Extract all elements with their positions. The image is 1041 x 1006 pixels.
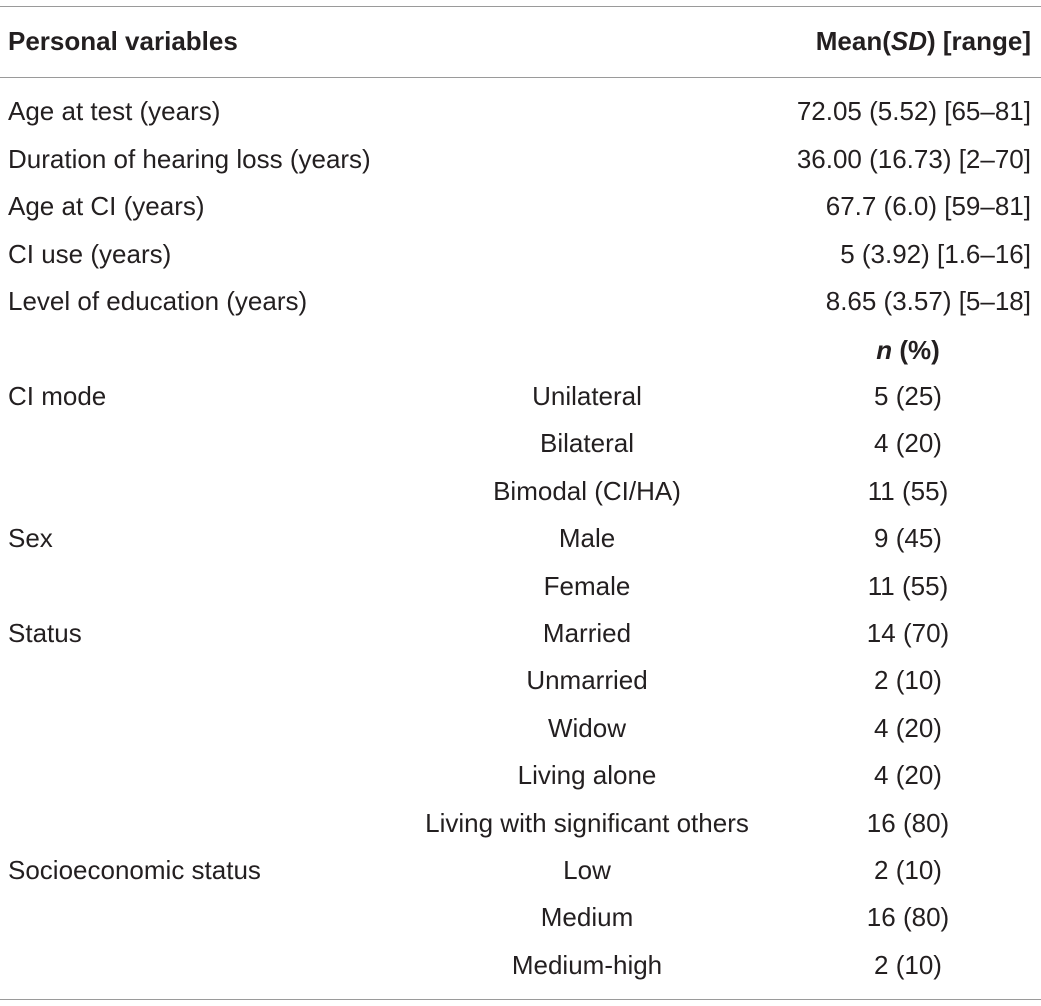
row-label: Duration of hearing loss (years) — [8, 143, 371, 174]
row-label: Level of education (years) — [8, 286, 308, 316]
table-row — [0, 657, 1041, 704]
table-row — [0, 610, 1041, 657]
row-value: 11 (55) — [867, 475, 949, 506]
table-row — [0, 515, 1041, 562]
row-category: Widow — [547, 712, 627, 743]
row-value: 4 (20) — [874, 712, 942, 743]
table-row — [0, 231, 1041, 278]
bottom-rule — [0, 999, 1041, 1000]
row-value: 72.05 (5.52) [65–81] — [796, 96, 1031, 126]
row-label: Age at CI (years) — [8, 191, 205, 221]
row-category: Living with significant others — [425, 807, 749, 838]
row-value: 36.00 (16.73) [2–70] — [796, 143, 1031, 174]
row-value: 5 (25) — [874, 381, 942, 411]
table-row — [0, 136, 1041, 183]
row-label: CI mode — [8, 381, 107, 411]
row-label: CI use (years) — [8, 238, 172, 269]
row-value: 9 (45) — [874, 523, 942, 554]
row-value: 4 (20) — [874, 428, 942, 459]
row-category: Low — [563, 855, 611, 885]
table-row — [0, 752, 1041, 799]
row-category: Unmarried — [526, 665, 648, 696]
header-rule — [0, 77, 1041, 78]
header-right-prefix: Mean( — [815, 26, 891, 56]
percent-text: (%) — [892, 335, 940, 365]
table-row — [0, 800, 1041, 847]
n-percent-subheader — [0, 327, 1041, 374]
row-label: Sex — [8, 523, 53, 554]
top-rule — [0, 6, 1041, 7]
row-label: Age at test (years) — [8, 96, 221, 126]
row-value: 2 (10) — [874, 665, 942, 696]
table-row — [0, 420, 1041, 467]
row-value: 8.65 (3.57) [5–18] — [825, 286, 1031, 316]
header-mean-sd-range — [816, 18, 1031, 65]
row-category: Married — [542, 618, 632, 648]
row-value: 2 (10) — [874, 949, 942, 980]
row-value: 14 (70) — [866, 618, 950, 648]
n-percent-label — [876, 327, 940, 374]
table-row — [0, 278, 1041, 325]
table-row — [0, 183, 1041, 230]
table-row — [0, 705, 1041, 752]
row-value: 67.7 (6.0) [59–81] — [825, 191, 1031, 221]
table-row — [0, 88, 1041, 135]
table-row — [0, 894, 1041, 941]
row-category: Living alone — [517, 760, 657, 791]
row-category: Unilateral — [532, 381, 642, 411]
row-value: 16 (80) — [866, 902, 950, 933]
header-right-italic: SD — [890, 26, 927, 56]
table-row — [0, 847, 1041, 894]
row-value: 2 (10) — [874, 855, 942, 885]
header-personal-variables: Personal variables — [8, 26, 238, 56]
row-value: 5 (3.92) [1.6–16] — [840, 238, 1031, 269]
n-italic: n — [876, 335, 893, 365]
row-category: Bimodal (CI/HA) — [493, 475, 681, 506]
row-category: Medium — [540, 902, 634, 933]
row-category: Bilateral — [540, 428, 634, 459]
table-row — [0, 563, 1041, 610]
row-label: Socioeconomic status — [8, 855, 261, 885]
table-row — [0, 373, 1041, 420]
row-category: Medium-high — [511, 949, 663, 980]
row-label: Status — [8, 618, 82, 648]
row-category: Male — [558, 523, 616, 554]
row-value: 4 (20) — [874, 760, 942, 791]
table-row — [0, 942, 1041, 989]
header-right-suffix: ) [range] — [927, 26, 1031, 56]
table-row — [0, 468, 1041, 515]
row-value: 16 (80) — [866, 807, 950, 838]
row-category: Female — [543, 570, 631, 601]
row-value: 11 (55) — [867, 570, 949, 601]
table-header — [0, 18, 1041, 65]
